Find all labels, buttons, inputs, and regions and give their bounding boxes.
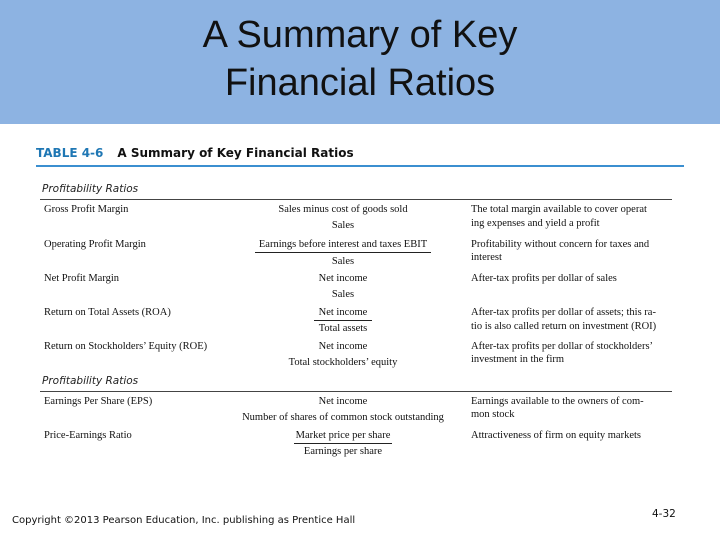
table-number: TABLE 4-6 bbox=[36, 146, 104, 160]
section-rule bbox=[40, 391, 672, 392]
fraction-line bbox=[314, 320, 372, 321]
ratio-description-line-1: Profitability without concern for taxes and bbox=[471, 239, 650, 250]
ratio-name: Return on Total Assets (ROA) bbox=[44, 307, 171, 318]
ratio-name: Return on Stockholders’ Equity (ROE) bbox=[44, 341, 208, 352]
formula-numerator: Net income bbox=[318, 396, 368, 407]
fraction-line bbox=[294, 443, 392, 444]
title-band bbox=[0, 0, 720, 124]
formula-numerator: Net income bbox=[318, 273, 368, 284]
page-number: 4-32 bbox=[652, 508, 676, 520]
formula-denominator: Total stockholders’ equity bbox=[288, 357, 398, 368]
ratio-description-line-1: Earnings available to the owners of com- bbox=[471, 396, 644, 407]
ratio-name: Operating Profit Margin bbox=[44, 239, 146, 250]
fraction-line bbox=[255, 252, 431, 253]
ratio-description-line-1: Attractiveness of firm on equity markets bbox=[471, 430, 641, 441]
formula-numerator: Net income bbox=[318, 307, 368, 318]
formula-denominator: Number of shares of common stock outstanding bbox=[242, 412, 444, 423]
ratio-description-line-1: The total margin available to cover operat bbox=[471, 204, 647, 215]
section-rule bbox=[40, 199, 672, 200]
formula-numerator: Net income bbox=[318, 341, 368, 352]
ratio-description-line-2: ing expenses and yield a profit bbox=[471, 218, 600, 229]
formula-numerator: Sales minus cost of goods sold bbox=[278, 204, 408, 215]
ratio-description-line-1: After-tax profits per dollar of sales bbox=[471, 273, 617, 284]
heading-rule bbox=[36, 165, 684, 167]
ratio-name: Gross Profit Margin bbox=[44, 204, 129, 215]
slide-title-line-2: Financial Ratios bbox=[224, 62, 496, 104]
formula-numerator: Market price per share bbox=[295, 430, 391, 441]
table-heading bbox=[36, 146, 354, 160]
ratio-description-line-1: After-tax profits per dollar of stockholders’ bbox=[471, 341, 654, 352]
formula-denominator: Total assets bbox=[318, 323, 368, 334]
slide-title-line-1: A Summary of Key bbox=[202, 14, 518, 56]
table-caption: A Summary of Key Financial Ratios bbox=[117, 146, 354, 160]
ratio-description-line-2: mon stock bbox=[471, 409, 515, 420]
ratio-name: Earnings Per Share (EPS) bbox=[44, 396, 153, 407]
formula-denominator: Earnings per share bbox=[303, 446, 383, 457]
ratio-name: Net Profit Margin bbox=[44, 273, 120, 284]
ratio-description-line-2: interest bbox=[471, 252, 502, 263]
formula-numerator: Earnings before interest and taxes EBIT bbox=[258, 239, 428, 250]
ratio-description-line-1: After-tax profits per dollar of assets; this ra- bbox=[471, 307, 656, 318]
formula-denominator: Sales bbox=[331, 256, 355, 267]
ratio-description-line-2: tio is also called return on investment (ROI) bbox=[471, 321, 657, 332]
section-label: Profitability Ratios bbox=[42, 375, 139, 387]
ratio-description-line-2: investment in the firm bbox=[471, 354, 565, 365]
copyright-footer: Copyright ©2013 Pearson Education, Inc. publishing as Prentice Hall bbox=[12, 515, 356, 526]
ratio-name: Price-Earnings Ratio bbox=[44, 430, 132, 441]
section-label: Profitability Ratios bbox=[42, 183, 139, 195]
formula-denominator: Sales bbox=[331, 220, 355, 231]
formula-denominator: Sales bbox=[331, 289, 355, 300]
